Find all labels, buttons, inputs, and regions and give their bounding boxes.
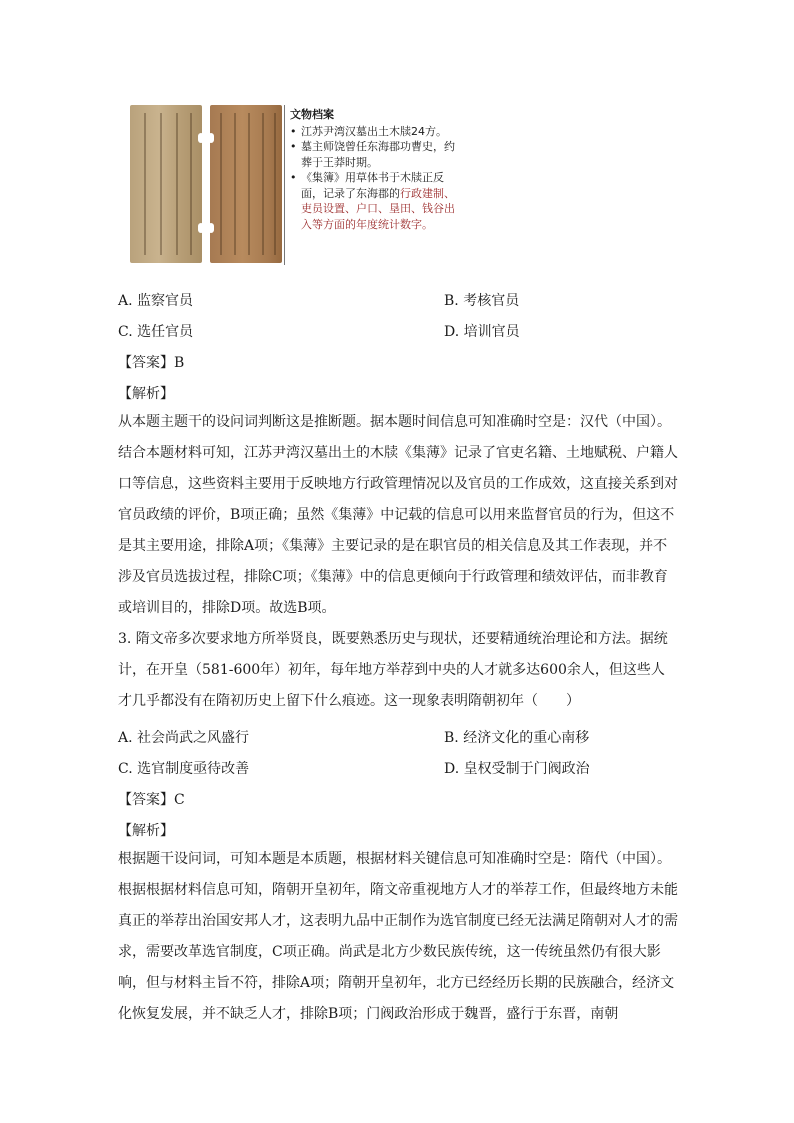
q2-option-d: D. 培训官员 [444, 324, 520, 340]
archive-bullet-3-text: 《集簿》用草体书于木牍正反面，记录了东海郡的 [301, 171, 444, 200]
archive-bullet-3 [290, 170, 460, 232]
q3-option-d: D. 皇权受制于门阀政治 [444, 761, 590, 777]
artifact-archive-panel [290, 107, 460, 232]
q2-option-c: C. 选任官员 [118, 324, 194, 340]
archive-bullet-1: • 江苏尹湾汉墓出土木牍24方。 [290, 124, 460, 140]
q2-option-b: B. 考核官员 [444, 293, 520, 309]
q3-analysis-label: 【解析】 [118, 823, 174, 839]
q2-answer: 【答案】B [118, 355, 185, 371]
q3-option-c: C. 选官制度亟待改善 [118, 761, 250, 777]
archive-bullet-3-highlight: 行政建制、吏员设置、户口、垦田、钱谷出入等方面的年度统计数字。 [301, 186, 455, 231]
q2-analysis-label: 【解析】 [118, 386, 174, 402]
wooden-slip-back-image [210, 105, 282, 263]
wooden-slip-front-image [130, 105, 202, 263]
q3-option-a: A. 社会尚武之风盛行 [118, 730, 250, 746]
figure-divider [284, 105, 285, 265]
q2-option-a: A. 监察官员 [118, 293, 194, 309]
q3-option-b: B. 经济文化的重心南移 [444, 730, 590, 746]
archive-bullet-2: • 墓主师饶曾任东海郡功曹史，约葬于王莽时期。 [290, 139, 460, 170]
q2-analysis-text: 从本题主题干的设问词判断这是推断题。据本题时间信息可知准确时空是：汉代（中国）。结合本题材料可知，江苏尹湾汉墓出土的木牍《集薄》记录了官吏名籍、土地赋税、户籍人口等信息，这些资料主要用于反映地方行政管理情况以及官员的工作成效，这直接关系到对官员政绩的评价，B项正确；虽然《集薄》中记载的信息可以用来监督官员的行为，但这不是其主要用途，排除A项；《集薄》主要记录的是在职官员的相关信息及其工作表现，并不涉及官员选拔过程，排除C项；《集薄》中的信息更倾向于行政管理和绩效评估，而非教育或培训目的，排除D项。故选B项。 [118, 414, 678, 616]
q3-answer: 【答案】C [118, 792, 185, 808]
q3-stem: 3. 隋文帝多次要求地方所举贤良，既要熟悉历史与现状，还要精通统治理论和方法。据统计，在开皇（581-600年）初年，每年地方举荐到中央的人才就多达600余人，但这些人才几乎都没有在隋初历史上留下什么痕迹。这一现象表明隋朝初年（ ） [118, 631, 668, 709]
q3-analysis-text: 根据题干设问词，可知本题是本质题，根据材料关键信息可知准确时空是：隋代（中国）。根据根据材料信息可知，隋朝开皇初年，隋文帝重视地方人才的举荐工作，但最终地方未能真正的举荐出治国安邦人才，这表明九品中正制作为选官制度已经无法满足隋朝对人才的需求，需要改革选官制度，C项正确。尚武是北方少数民族传统，这一传统虽然仍有很大影响，但与材料主旨不符，排除A项；隋朝开皇初年，北方已经经历长期的民族融合，经济文化恢复发展，并不缺乏人才，排除B项；门阀政治形成于魏晋，盛行于东晋，南朝 [118, 851, 678, 1022]
artifact-archive-title: 文物档案 [290, 108, 334, 121]
artifact-figure [130, 105, 460, 270]
